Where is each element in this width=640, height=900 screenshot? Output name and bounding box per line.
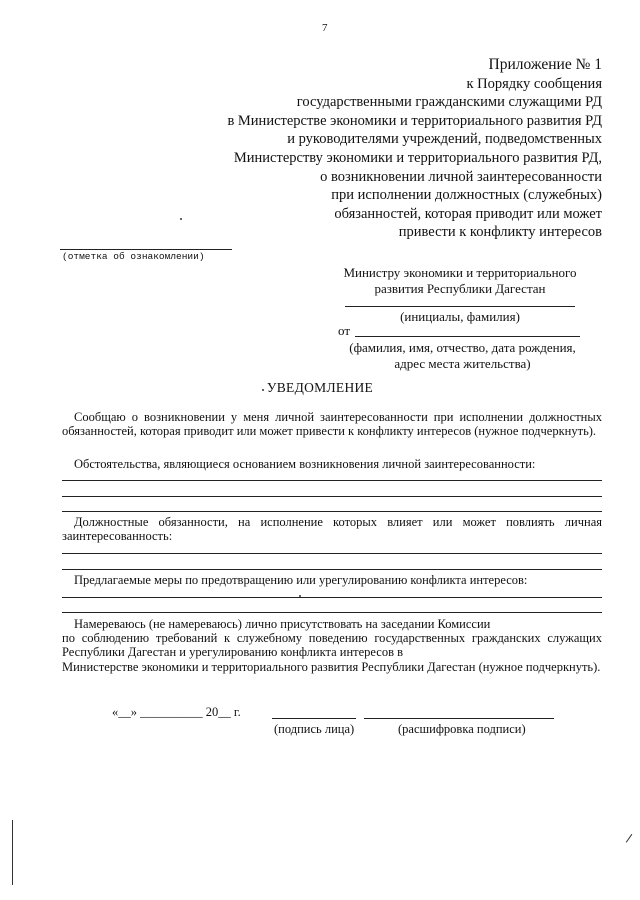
signature-decode-caption: (расшифровка подписи) [398, 722, 526, 736]
person-caption-line-1: (фамилия, имя, отчество, дата рождения, [349, 340, 576, 355]
document-title: УВЕДОМЛЕНИЕ [266, 380, 374, 395]
signature-caption: (подпись лица) [274, 722, 355, 736]
paragraph-notification: Сообщаю о возникновении у меня личной заинтересованности при исполнении должностных обязанностей, которая приводит или может привести к конфликту интересов (нужное подчеркнуть). [62, 410, 602, 438]
acknowledgment-line [60, 249, 232, 250]
person-caption [340, 340, 585, 371]
appendix-line: о возникновении личной заинтересованности [320, 168, 602, 185]
paragraph-attendance-1: Намереваюсь (не намереваюсь) лично присутствовать на заседании Комиссии [74, 617, 491, 631]
blank-line [62, 511, 602, 512]
appendix-line: и руководителями учреждений, подведомственных [287, 131, 602, 148]
blank-line [62, 597, 602, 598]
paragraph-circumstances: Обстоятельства, являющиеся основанием возникновения личной заинтересованности: [74, 457, 536, 471]
appendix-line: Министерству экономики и территориального развития РД, [233, 149, 602, 166]
person-caption-line-2: адрес места жительства) [394, 355, 531, 371]
blank-line [62, 612, 602, 613]
from-line [355, 336, 580, 337]
scan-speck [299, 595, 301, 597]
appendix-line: привести к конфликту интересов [398, 224, 602, 241]
paragraph-attendance-2: по соблюдению требований к служебному поведению государственных гражданских служащих Республики Дагестан и урегулированию конфликта интересов в [62, 631, 602, 659]
signature-date: «__» __________ 20__ г. [112, 705, 241, 719]
scan-corner-mark [626, 834, 637, 846]
appendix-line: к Порядку сообщения [466, 75, 602, 92]
appendix-header [182, 56, 602, 242]
signature-line [272, 718, 356, 719]
scan-margin-mark [12, 820, 13, 885]
acknowledgment-label: (отметка об ознакомлении) [62, 251, 205, 262]
addressee-line-1: Министру экономики и территориального [343, 265, 577, 280]
appendix-line: в Министерстве экономики и территориального развития РД [227, 112, 602, 129]
from-label: от [338, 323, 351, 338]
paragraph-duties: Должностные обязанности, на исполнение которых влияет или может повлиять личная заинтересованность: [62, 515, 602, 543]
page-number: 7 [322, 22, 328, 34]
paragraph-attendance-3: Министерстве экономики и территориального развития Республики Дагестан (нужное подчеркнуть). [62, 660, 601, 674]
appendix-line: государственными гражданскими служащими РД [296, 94, 602, 111]
signature-decode-line [364, 718, 554, 719]
initials-line [345, 306, 575, 307]
initials-caption: (инициалы, фамилия) [400, 309, 520, 324]
blank-line [62, 496, 602, 497]
blank-line [62, 553, 602, 554]
appendix-line: Приложение № 1 [488, 56, 602, 73]
paragraph-measures: Предлагаемые меры по предотвращению или урегулированию конфликта интересов: [74, 573, 528, 587]
blank-line [62, 569, 602, 570]
appendix-line: обязанностей, которая приводит или может [334, 205, 602, 222]
appendix-line: при исполнении должностных (служебных) [331, 187, 602, 204]
addressee-block [335, 265, 585, 297]
scan-speck [180, 218, 182, 220]
blank-line [62, 480, 602, 481]
addressee-line-2: развития Республики Дагестан [374, 281, 546, 296]
